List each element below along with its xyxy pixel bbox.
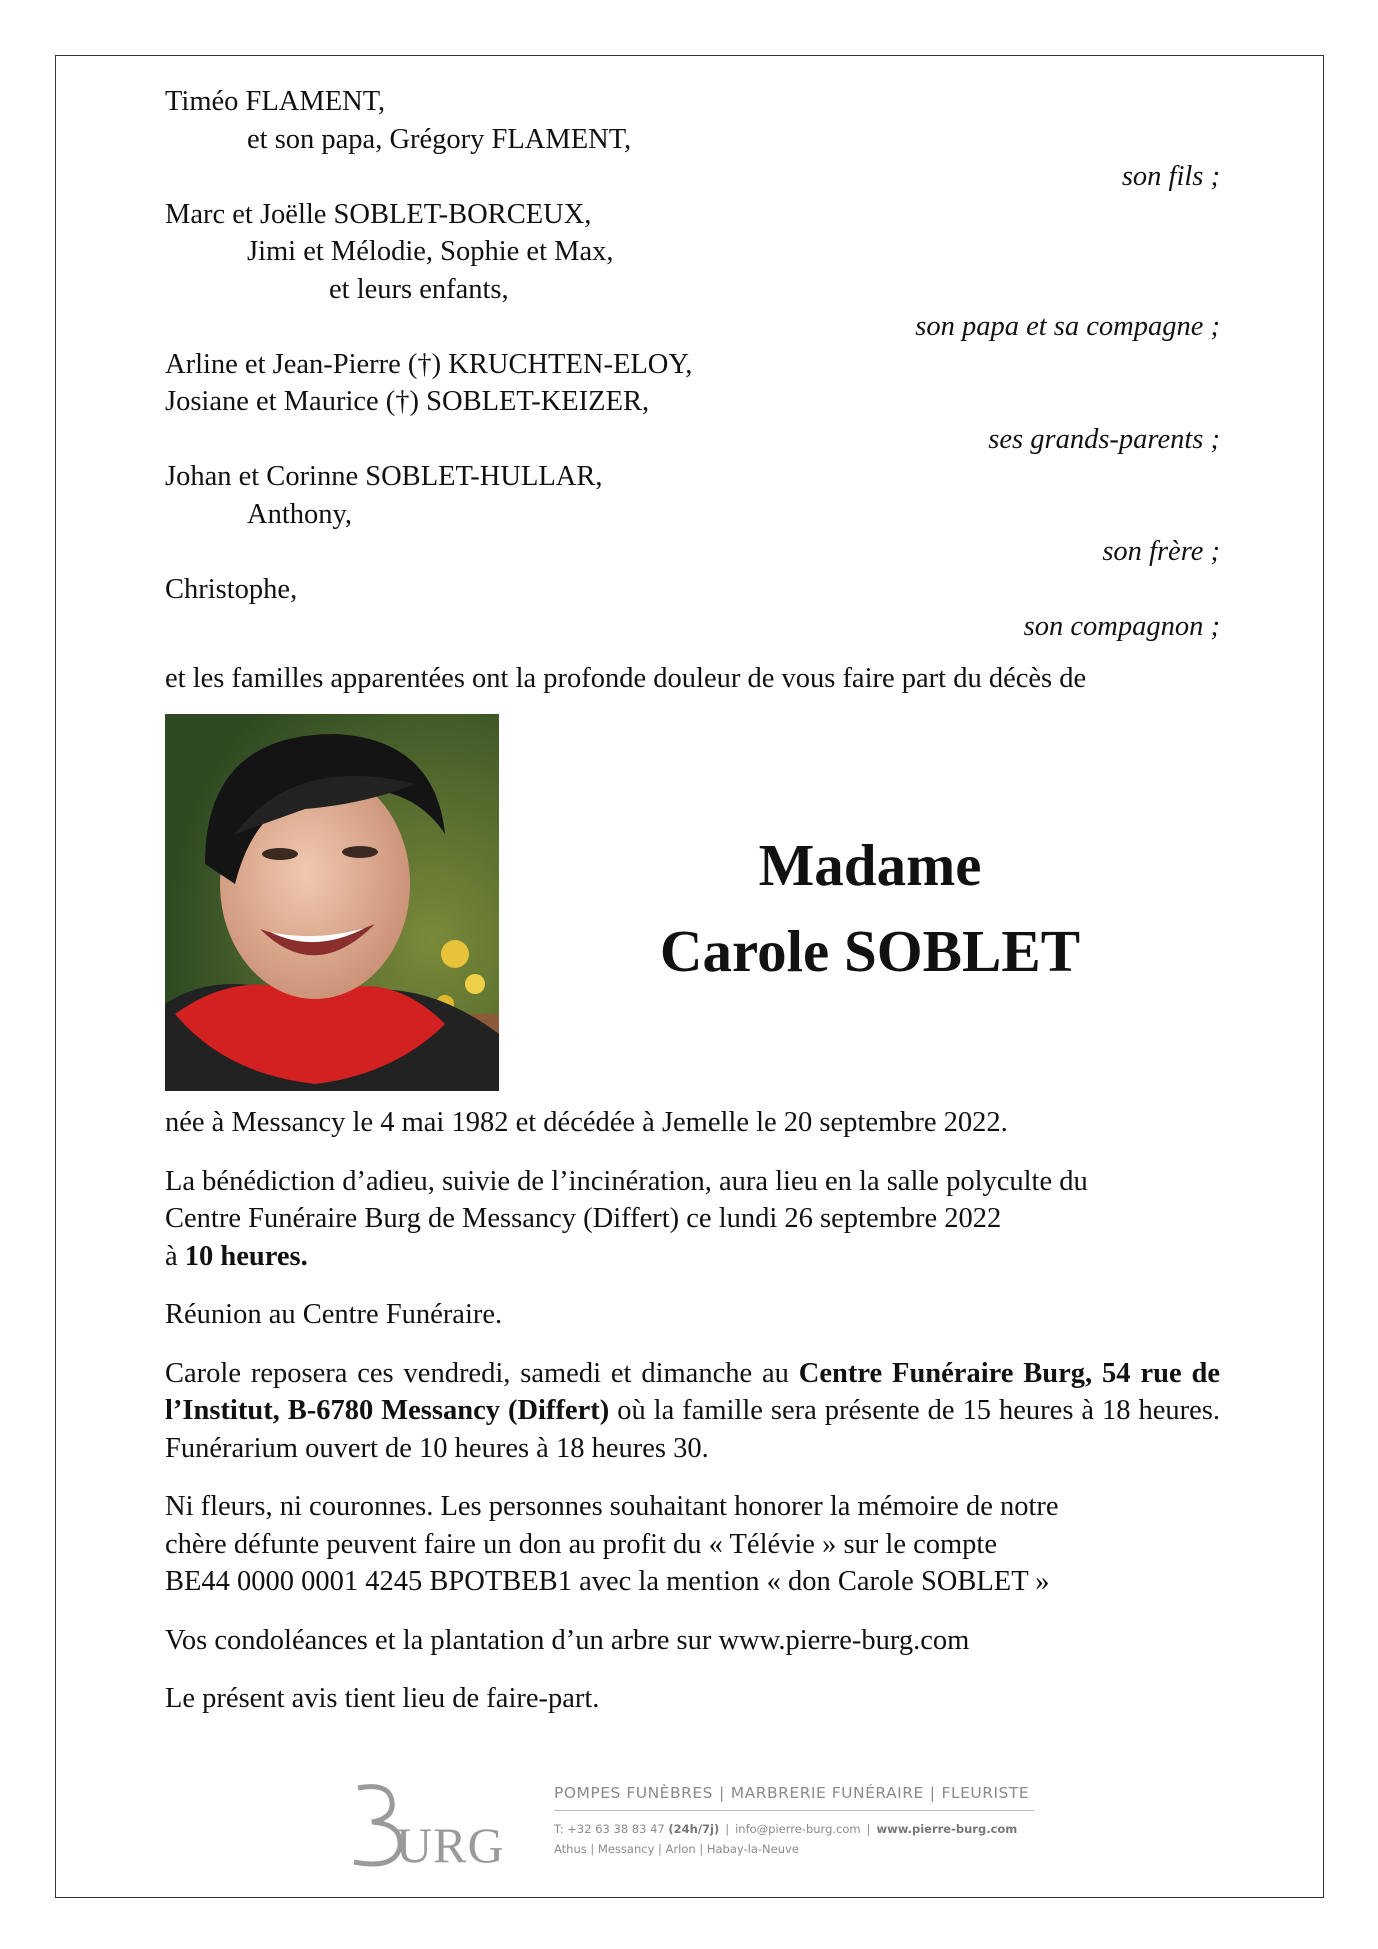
- family-group: [165, 458, 1220, 571]
- notice-text: Le présent avis tient lieu de faire-part.: [165, 1683, 600, 1714]
- ceremony-prefix: à: [165, 1240, 185, 1272]
- ceremony-line-2: Centre Funéraire Burg de Messancy (Differt) ce lundi 26 septembre 2022: [165, 1203, 1002, 1234]
- viewing-paragraph: [165, 1355, 1220, 1468]
- family-member-line: Christophe,: [165, 573, 298, 605]
- deceased-title: Madame: [758, 832, 982, 898]
- flowers-line-2: chère défunte peuvent faire un don au profit du « Télévie » sur le compte: [165, 1528, 997, 1560]
- family-member-line: et son papa, Grégory FLAMENT,: [247, 123, 632, 155]
- family-member-line: Johan et Corinne SOBLET-HULLAR,: [165, 461, 603, 492]
- family-group: [165, 346, 1220, 459]
- reunion-text: Réunion au Centre Funéraire.: [165, 1299, 503, 1330]
- family-member-line: Arline et Jean-Pierre (†) KRUCHTEN-ELOY,: [165, 348, 693, 380]
- family-member-line: Marc et Joëlle SOBLET-BORCEUX,: [165, 198, 592, 230]
- family-group: [165, 83, 1220, 196]
- announcement-body: [165, 1104, 1220, 1739]
- family-relation: ses grands-parents ;: [988, 423, 1220, 455]
- service-florist: FLEURISTE: [941, 1784, 1030, 1802]
- logo-lettering: URG: [396, 1817, 505, 1870]
- service-funeral: POMPES FUNÈBRES: [554, 1784, 714, 1802]
- email-link[interactable]: info@pierre-burg.com: [735, 1822, 861, 1836]
- burg-logo: [350, 1780, 510, 1870]
- website-link[interactable]: www.pierre-burg.com: [876, 1822, 1018, 1836]
- deceased-name: Carole SOBLET: [659, 918, 1081, 984]
- phone-hours: (24h/7j): [668, 1822, 720, 1836]
- portrait-photo: [165, 714, 499, 1091]
- family-relation: son papa et sa compagne ;: [915, 311, 1220, 342]
- family-group: [165, 196, 1220, 346]
- family-relation: son fils ;: [1121, 161, 1220, 192]
- viewing-post: où la famille sera présente de 15 heures à 18 heures. Funérarium ouvert de 10 heures à 18 heures 30.: [165, 1395, 1220, 1464]
- family-member-line: Timéo FLAMENT,: [165, 86, 386, 117]
- announcement-intro: et les familles apparentées ont la profonde douleur de vous faire part du décès de: [165, 662, 1087, 694]
- service-marble: MARBRERIE FUNÉRAIRE: [730, 1784, 924, 1802]
- viewing-place: Centre Funéraire Burg, 54 rue de l’Institut, B-6780 Messancy (Differt): [165, 1357, 1220, 1426]
- family-relation: son frère ;: [1102, 536, 1220, 567]
- viewing-pre: Carole reposera ces vendredi, samedi et dimanche au: [165, 1357, 799, 1389]
- phone-number: T: +32 63 38 83 47: [554, 1822, 669, 1836]
- flowers-line-3: BE44 0000 0001 4245 BPOTBEB1 avec la mention « don Carole SOBLET »: [165, 1566, 1050, 1597]
- ceremony-line-1: La bénédiction d’adieu, suivie de l’incinération, aura lieu en la salle polyculte du: [165, 1165, 1088, 1197]
- flowers-line-1: Ni fleurs, ni couronnes. Les personnes souhaitant honorer la mémoire de notre: [165, 1491, 1059, 1522]
- family-member-line: Anthony,: [247, 498, 353, 530]
- family-group: [165, 571, 1220, 646]
- condolences-text: Vos condoléances et la plantation d’un arbre sur www.pierre-burg.com: [165, 1624, 970, 1656]
- services-list: POMPES FUNÈBRES | MARBRERIE FUNÉRAIRE | FLEURISTE: [554, 1784, 1034, 1811]
- birth-death-dates: née à Messancy le 4 mai 1982 et décédée à Jemelle le 20 septembre 2022.: [165, 1107, 1008, 1138]
- family-relation: son compagnon ;: [1023, 611, 1220, 642]
- contact-line: T: +32 63 38 83 47 (24h/7j) | info@pierre-burg.com | www.pierre-burg.com: [554, 1822, 1018, 1836]
- ceremony-paragraph: [165, 1163, 1220, 1276]
- towns-list: Athus | Messancy | Arlon | Habay-la-Neuve: [554, 1842, 799, 1856]
- deceased-name-block: [500, 822, 1240, 994]
- family-member-line: Jimi et Mélodie, Sophie et Max,: [247, 236, 614, 267]
- footer-info: [554, 1784, 1034, 1856]
- family-member-line: et leurs enfants,: [329, 273, 509, 305]
- family-member-line: Josiane et Maurice (†) SOBLET-KEIZER,: [165, 386, 650, 417]
- flowers-paragraph: [165, 1488, 1220, 1601]
- family-list: [165, 83, 1220, 697]
- ceremony-time: 10 heures.: [184, 1240, 308, 1272]
